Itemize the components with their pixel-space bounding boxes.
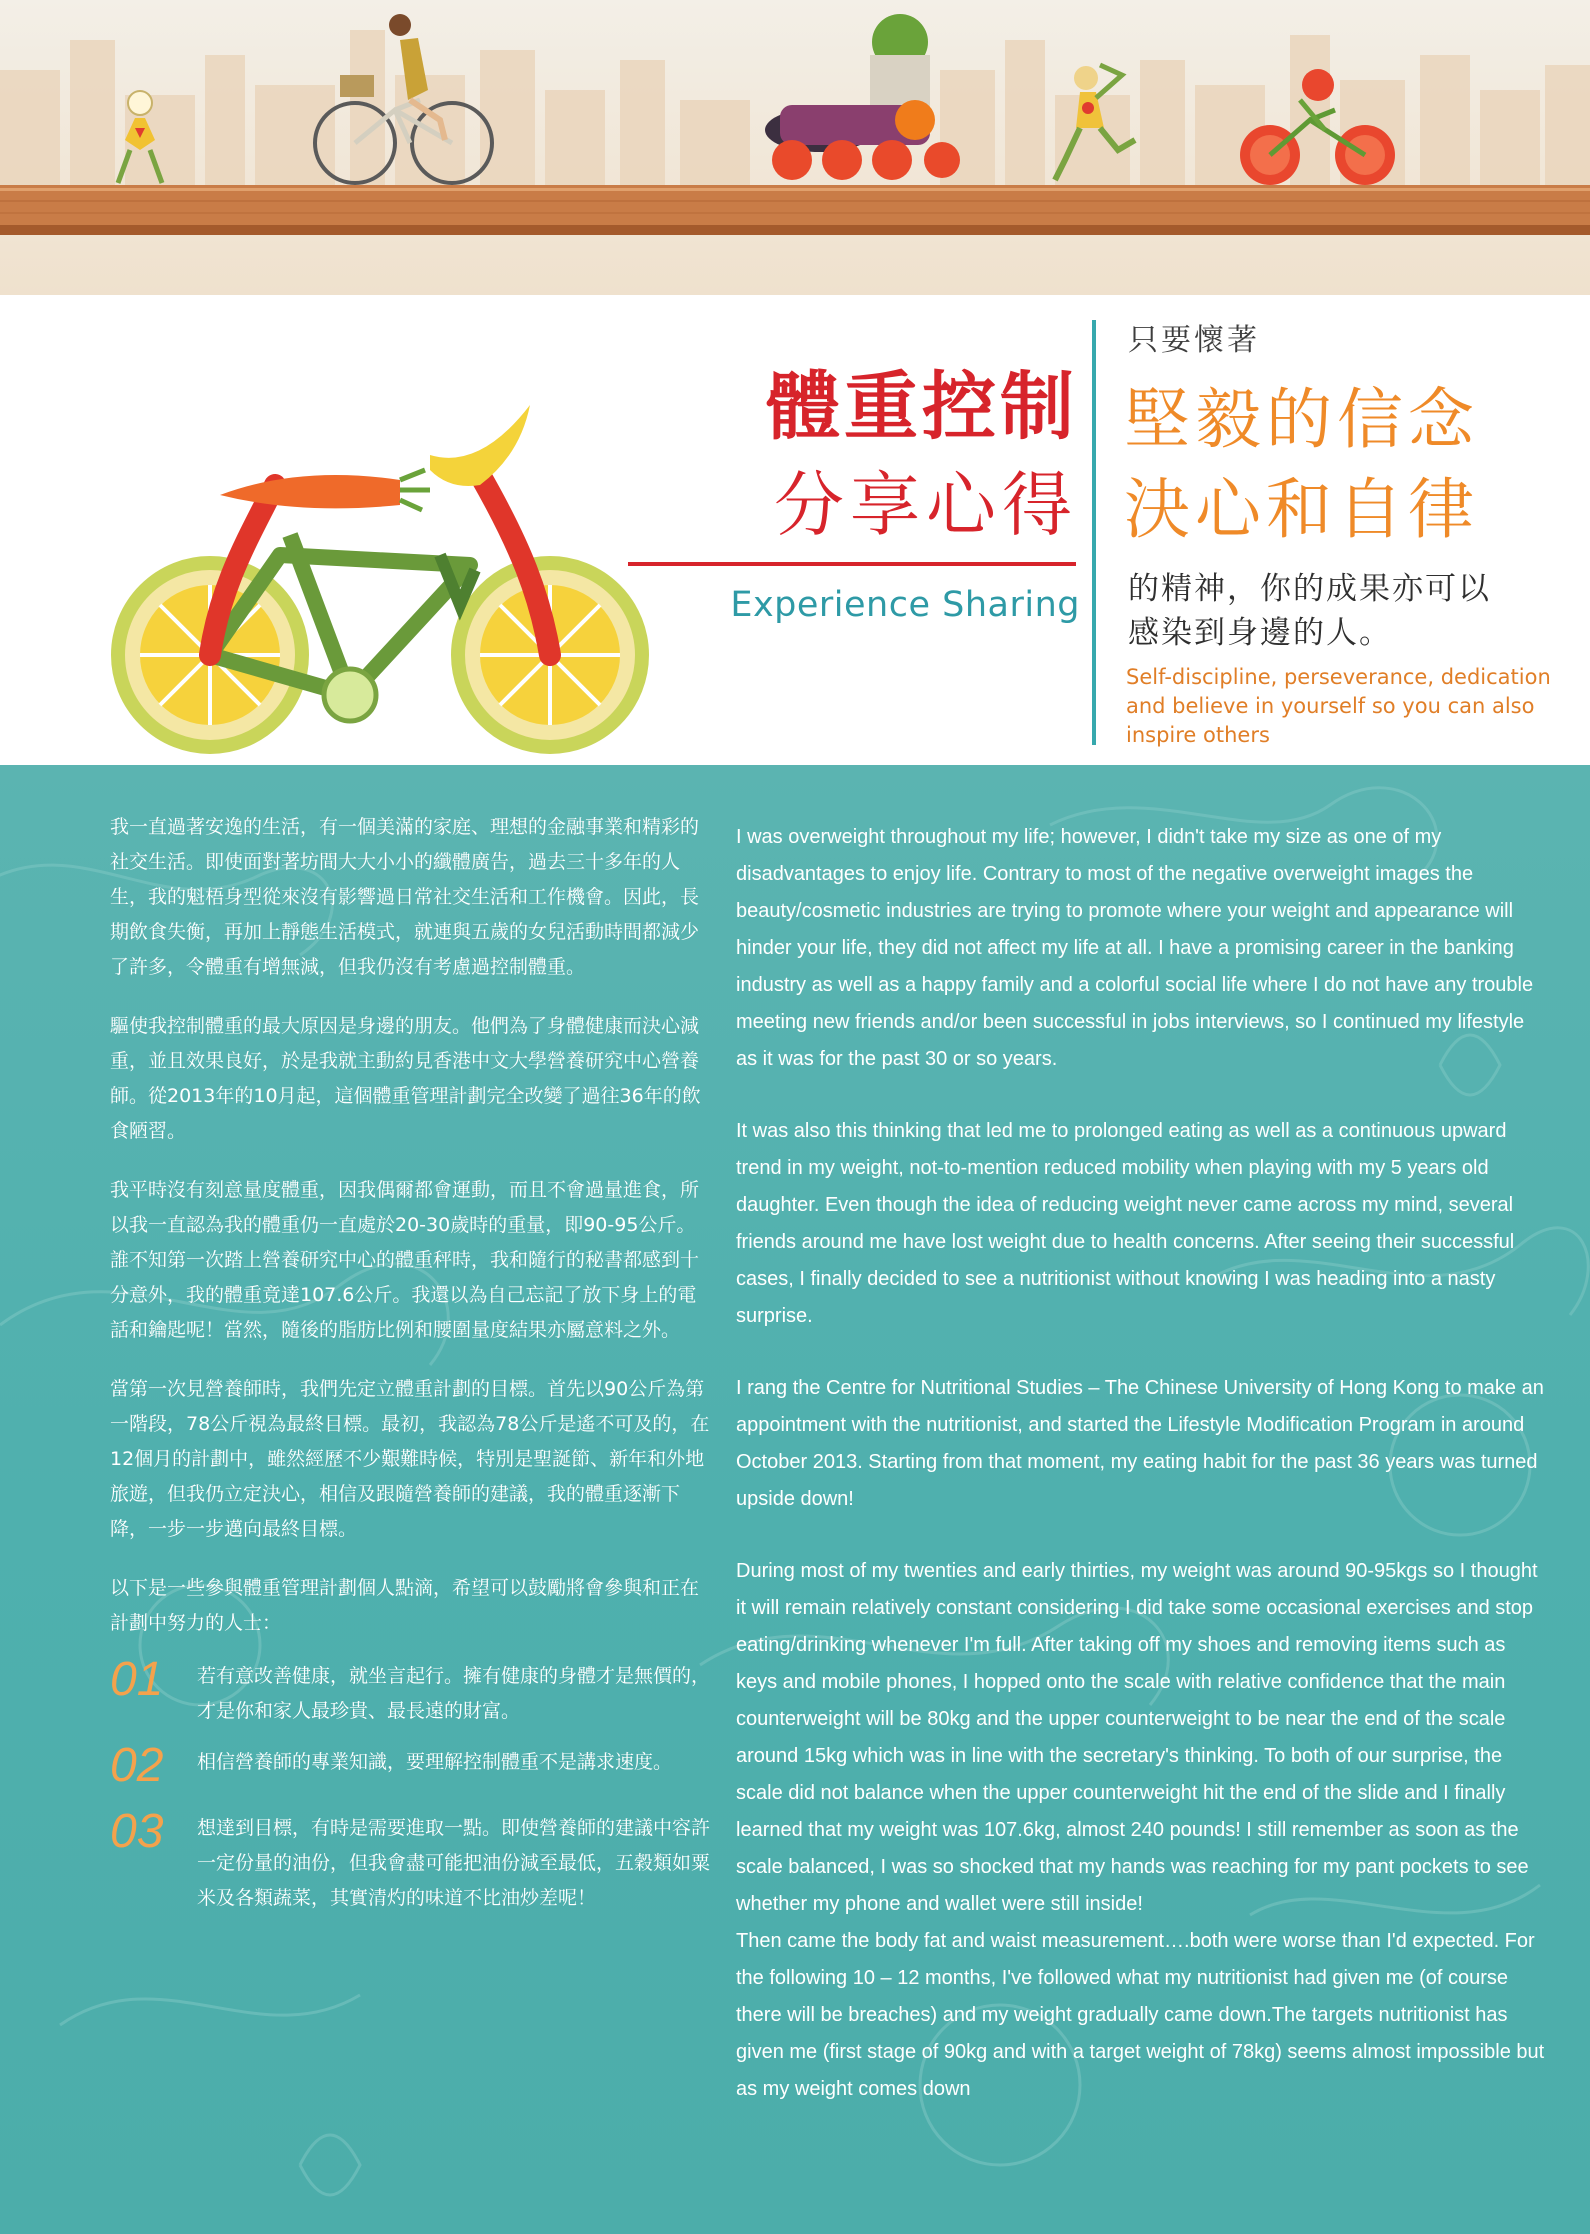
quote-subtext <box>1128 567 1491 655</box>
chinese-paragraph-4: 當第一次見營養師時，我們先定立體重計劃的目標。首先以90公斤為第一階段，78公斤視為最終目標。最初，我認為78公斤是遙不可及的，在12個月的計劃中，雖然經歷不少艱難時候，特別是聖誕節、新年和外地旅遊，但我仍立定決心，相信及跟隨營養師的建議，我的體重逐漸下降，一步一步邁向最終目標。 <box>110 1378 710 1540</box>
tip-item-3 <box>110 1805 711 1916</box>
quote-heading-line1: 堅毅的信念 <box>1124 381 1479 458</box>
article-header <box>0 295 1590 765</box>
tip-number-2: 02 <box>110 1739 164 1792</box>
tip-text-1: 若有意改善健康，就坐言起行。擁有健康的身體才是無價的，才是你和家人最珍貴、最長遠的財富。 <box>197 1665 711 1722</box>
quote-subtext-line1: 的精神，你的成果亦可以 <box>1128 571 1491 607</box>
tip-item-2 <box>110 1739 710 1795</box>
chinese-paragraph-3: 我平時沒有刻意量度體重，因我偶爾都會運動，而且不會過量進食，所以我一直認為我的體重仍一直處於20-30歲時的重量，即90-95公斤。誰不知第一次踏上營養研究中心的體重秤時，我和隨行的秘書都感到十分意外，我的體重竟達107.6公斤。我還以為自己忘記了放下身上的電話和鑰匙呢！當然，隨後的脂肪比例和腰圍量度結果亦屬意料之外。 <box>110 1179 700 1341</box>
article-body <box>0 765 1590 2234</box>
tip-number-1: 01 <box>110 1653 164 1706</box>
title-english: Experience Sharing <box>730 585 1080 625</box>
tip-text-3: 想達到目標，有時是需要進取一點。即使營養師的建議中容許一定份量的油份，但我會盡可能把油份減至最低，五穀類如粟米及各類蔬菜，其實清灼的味道不比油炒差呢！ <box>197 1817 711 1909</box>
tip-text-2: 相信營養師的專業知識，要理解控制體重不是講求速度。 <box>197 1751 673 1773</box>
quote-heading-line2: 決心和自律 <box>1124 471 1479 548</box>
english-paragraph-1: I was overweight throughout my life; however, I didn't take my size as one of my disadvantages to enjoy life. Contrary to most of the negative overweight images the beauty/cosmetic industries are trying to promote where your weight and appearance will hinder your life, they did not affect my life at all. I have a promising career in the banking industry as well as a happy family and a colorful social life where I do not have any trouble meeting new friends and/or been successful in jobs interviews, so I continued my lifestyle as it was for the past 30 or so years. <box>736 826 1534 1070</box>
chinese-column <box>110 810 710 1932</box>
english-paragraph-4: During most of my twenties and early thirties, my weight was around 90-95kgs so I thought it will remain relatively constant considering I did take some occasional exercises and stop eating/drinking whenever I'm full. After taking off my shoes and removing items such as keys and mobile phones, I hopped onto the scale with relative confidence that the main counterweight will be 80kg and the upper counterweight to be near the end of the scale around 15kg which was in line with the secretary's thinking. To both of our surprise, the scale did not balance when the upper counterweight hit the end of the slide and I finally learned that my weight was 107.6kg, almost 240 pounds! I still remember as soon as the scale balanced, I was so shocked that my hands was reaching for my pant pockets to see whether my phone and wallet were still inside! <box>736 1560 1538 1915</box>
top-banner-illustration <box>0 0 1590 295</box>
quote-english: Self-discipline, perseverance, dedication and believe in yourself so you can also inspire others <box>1126 665 1551 747</box>
chinese-paragraph-5: 以下是一些參與體重管理計劃個人點滴，希望可以鼓勵將會參與和正在計劃中努力的人士： <box>110 1577 700 1634</box>
title-divider <box>628 562 1076 566</box>
vegetable-bicycle-illustration <box>100 395 660 755</box>
chinese-paragraph-2: 驅使我控制體重的最大原因是身邊的朋友。他們為了身體健康而決心減重，並且效果良好，於是我就主動約見香港中文大學營養研究中心營養師。從2013年的10月起，這個體重管理計劃完全改變了過往36年的飲食陋習。 <box>110 1015 701 1142</box>
city-skyline-illustration <box>0 0 1590 295</box>
quote-divider <box>1092 320 1096 745</box>
english-paragraph-3: I rang the Centre for Nutritional Studies – The Chinese University of Hong Kong to make an appointment with the nutritionist, and started the Lifestyle Modification Program in around October 2013. Starting from that moment, my eating habit for the past 36 years was turned upside down! <box>736 1377 1544 1510</box>
title-main: 體重控制 <box>766 364 1078 450</box>
quote-heading <box>1124 375 1479 555</box>
title-sub: 分享心得 <box>774 464 1078 546</box>
chinese-paragraph-1: 我一直過著安逸的生活，有一個美滿的家庭、理想的金融事業和精彩的社交生活。即使面對著坊間大大小小的纖體廣告，過去三十多年的人生，我的魁梧身型從來沒有影響過日常社交生活和工作機會。因此，長期飲食失衡，再加上靜態生活模式，就連與五歲的女兒活動時間都減少了許多，令體重有增無減，但我仍沒有考慮過控制體重。 <box>110 816 700 978</box>
english-paragraph-5: Then came the body fat and waist measurement….both were worse than I'd expected. For the following 10 – 12 months, I've followed what my nutritionist had given me (of course there will be breaches) and my weight gradually came down.The targets nutritionist has given me (first stage of 90kg and with a target weight of 78kg) seems almost impossible but as my weight comes down <box>736 1930 1545 2100</box>
english-column <box>736 819 1546 2108</box>
tip-number-3: 03 <box>110 1805 164 1858</box>
quote-subtext-line2: 感染到身邊的人。 <box>1128 615 1392 651</box>
quote-lead: 只要懷著 <box>1128 323 1260 358</box>
english-paragraph-2: It was also this thinking that led me to prolonged eating as well as a continuous upward trend in my weight, not-to-mention reduced mobility when playing with my 5 years old daughter. Even though the idea of reducing weight never came across my mind, several friends around me have lost weight due to health concerns. After seeing their successful cases, I finally decided to see a nutritionist without knowing I was heading into a nasty surprise. <box>736 1120 1515 1327</box>
tip-item-1 <box>110 1653 711 1729</box>
